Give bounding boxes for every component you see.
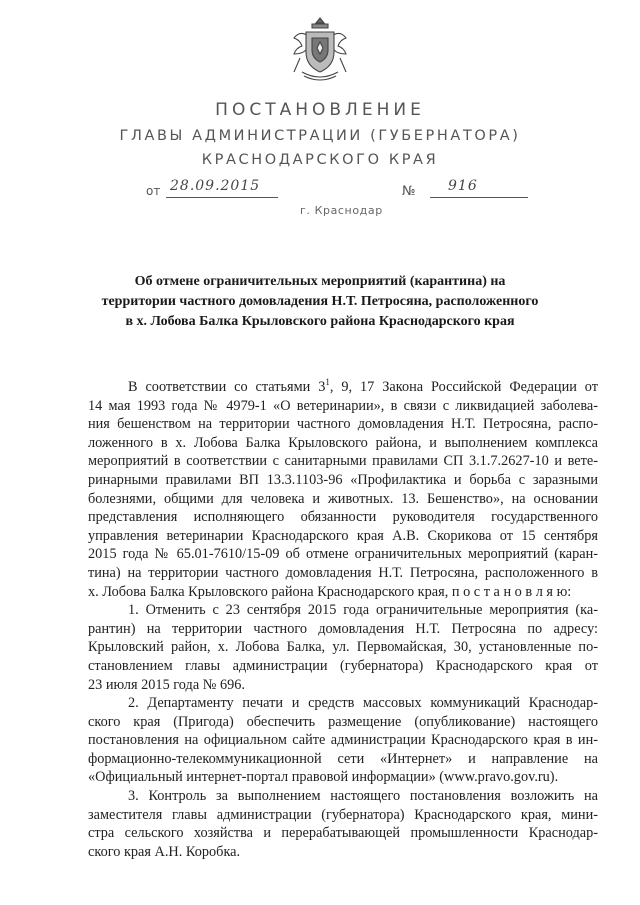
issuer-line-2: КРАСНОДАРСКОГО КРАЯ: [201, 152, 439, 168]
document-body: [88, 378, 598, 861]
paragraph-1-line: представления исполняющего обязанности руководителя государственного: [88, 509, 598, 526]
paragraph-1-line: тина) на территории частного домовладения Н.Т. Петросяна, расположенного в: [88, 564, 598, 581]
number-value-handwritten: 916: [448, 178, 478, 194]
item-3-line: 3. Контроль за выполнением настоящего постановления возложить на: [128, 788, 598, 805]
item-2-line: формационно-телекоммуникационной сети «Интернет» и направление на: [88, 750, 598, 767]
item-1-line: рантин) на территории частного домовладения Н.Т. Петросяна по адресу:: [88, 620, 598, 637]
paragraph-1-line: 2015 года № 65.01-7610/15-09 об отмене ограничительных мероприятий (каран-: [88, 546, 598, 563]
date-value-handwritten: 28.09.2015: [170, 178, 261, 194]
paragraph-1-line: х. Лобова Балка Крыловского района Краснодарского края, п о с т а н о в л я ю:: [88, 583, 572, 600]
coat-of-arms-emblem: [290, 14, 350, 86]
paragraph-1-line: ложенного в х. Лобова Балка Крыловского района, и выполнением комплекса: [88, 434, 598, 451]
item-3-line: ского края А.Н. Коробка.: [88, 843, 241, 860]
paragraph-1-line: мероприятий в соответствии с санитарными правилами СП 3.1.7.2627-10 и вете-: [88, 453, 598, 470]
superscript: 1: [325, 378, 330, 388]
date-underline: [166, 197, 278, 198]
item-1-line: 1. Отменить с 23 сентября 2015 года ограничительные мероприятия (ка-: [128, 602, 598, 619]
city-label: г. Краснодар: [300, 204, 383, 217]
item-1-line: Крыловский район, х. Лобова Балка, ул. Первомайская, 30, установленные по-: [88, 639, 598, 656]
issuer-line-1: ГЛАВЫ АДМИНИСТРАЦИИ (ГУБЕРНАТОРА): [119, 128, 521, 144]
paragraph-1-line: болезнями, общими для человека и животных. 13. Бешенство», на основании: [88, 490, 598, 507]
item-2-line: постановления на официальном сайте администрации Краснодарского края в ин-: [88, 732, 598, 749]
item-2-line: «Официальный интернет-портал правовой информации» (www.pravo.gov.ru).: [88, 769, 559, 786]
item-3-line: заместителя главы администрации (губернатора) Краснодарского края, мини-: [88, 806, 598, 823]
title-line: Об отмене ограничительных мероприятий (карантина) на: [134, 274, 506, 289]
number-underline: [430, 197, 528, 198]
number-prefix: №: [402, 184, 416, 199]
paragraph-1-line: ринарными правилами ВП 13.3.1103-96 «Профилактика и борьба с заразными: [88, 471, 598, 488]
item-2-line: 2. Департаменту печати и средств массовых коммуникаций Краснодар-: [128, 695, 598, 712]
paragraph-1-line: управления ветеринарии Краснодарского края А.В. Скорикова от 15 сентября: [88, 527, 598, 544]
paragraph-1-line: ния бешенством на территории частного домовладения Н.Т. Петросяна, распо-: [88, 416, 598, 433]
date-prefix: от: [146, 184, 161, 198]
title-line: в х. Лобова Балка Крыловского района Краснодарского края: [125, 314, 515, 329]
item-2-line: ского края (Пригода) обеспечить размещение (опубликование) настоящего: [88, 713, 598, 730]
document-type-heading: ПОСТАНОВЛЕНИЕ: [215, 100, 425, 120]
paragraph-1-first-line: В соответствии со статьями $3^1$, 9, 17 Закона Российской Федерации от: [128, 378, 598, 395]
paragraph-1-line: 14 мая 1993 года № 4979-1 «О ветеринарии», в связи с ликвидацией заболева-: [88, 397, 598, 414]
item-1-line: становлением главы администрации (губернатора) Краснодарского края от: [88, 657, 598, 674]
item-1-line: 23 июля 2015 года № 696.: [88, 676, 245, 693]
item-3-line: стра сельского хозяйства и перерабатывающей промышленности Краснодар-: [88, 825, 598, 842]
document-title: [90, 272, 550, 332]
title-line: территории частного домовладения Н.Т. Петросяна, расположенного: [101, 294, 539, 309]
